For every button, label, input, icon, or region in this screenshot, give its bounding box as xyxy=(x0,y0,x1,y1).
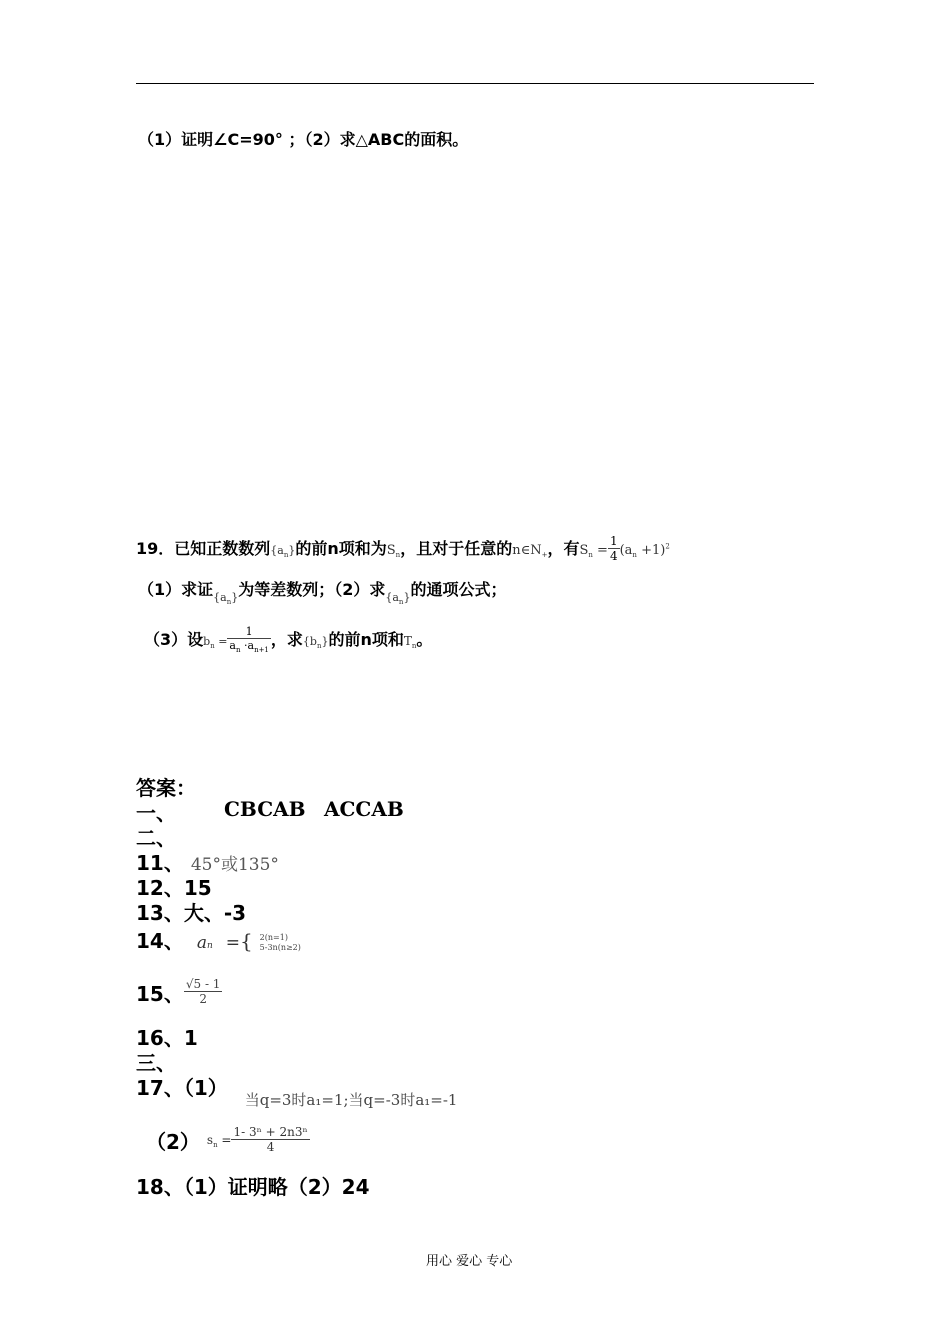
q19-part1c: 的通项公式； xyxy=(410,580,507,599)
answer-14 xyxy=(136,925,301,954)
q19-text1: 的前n项和为 xyxy=(295,538,387,558)
S-symbol: $S_n$ xyxy=(386,542,401,559)
answer-1-group-b: ACCAB xyxy=(324,797,404,821)
answer-1-group-a: CBCAB xyxy=(224,797,306,821)
answer-14-eq: = xyxy=(225,933,240,953)
answer-15 xyxy=(136,978,222,1007)
b-fraction: $\frac{1}{a_n \cdot a_{n+1}}$ xyxy=(229,625,269,655)
answer-17-part2-label: （2） xyxy=(146,1130,200,1154)
left-brace: { xyxy=(239,929,253,953)
answer-17-part2 xyxy=(146,1126,310,1155)
answer-17-expression: 当q=3时a₁=1;当q=-3时a₁=-1 xyxy=(244,1091,458,1109)
case-1: 2(n=1) xyxy=(259,932,288,942)
answer-17 xyxy=(136,1072,458,1109)
answer-11-label: 11、 xyxy=(136,851,184,875)
answer-17-label: 17、（1） xyxy=(136,1076,228,1100)
n-in-N: $n\in N_+$ xyxy=(512,542,548,559)
answer-14-label: 14、 xyxy=(136,929,184,953)
q19-part3c: 的前n项和 xyxy=(328,629,404,649)
page-footer: 用心 爱心 专心 xyxy=(426,1254,513,1269)
seq-a-symbol: $\{a_n\}$ xyxy=(270,543,296,559)
seq-b-symbol: $\{b_n\}$ xyxy=(302,634,329,650)
seq-a-symbol-2: {an} xyxy=(213,591,239,606)
answer-16: 16、1 xyxy=(136,1026,198,1050)
q19-part1b: 为等差数列；（2）求 xyxy=(238,580,386,599)
answer-1-label: 一、 xyxy=(136,801,176,825)
T-symbol: $T_n$ xyxy=(403,633,417,650)
answer-15-fraction: $\frac{√5 - 1}{2}$ xyxy=(185,977,221,1007)
answer-11-value: 45°或135° xyxy=(190,855,279,875)
paren-expression: $(a_n +1)^2$ xyxy=(619,542,670,559)
q19-text2: ，且对于任意的 xyxy=(400,538,513,558)
answers-title: 答案： xyxy=(136,776,196,800)
b-symbol: $b_n$ = xyxy=(203,634,228,650)
q19-text3: ，有 xyxy=(547,538,580,558)
answer-line-3: 三、 xyxy=(136,1051,176,1075)
one-quarter-fraction: $\frac{1}{4}$ xyxy=(609,534,618,564)
q19-line3 xyxy=(144,626,432,654)
q19-line1 xyxy=(136,535,670,564)
answer-18: 18、（1）证明略（2）24 xyxy=(136,1175,370,1199)
q18-parts: （1）证明∠C=90° ；（2）求△ABC的面积。 xyxy=(138,130,469,149)
s-n-symbol: $s_n$ = xyxy=(206,1132,232,1149)
a-n-symbol: an xyxy=(196,933,213,953)
seq-a-symbol-3: {an} xyxy=(385,591,411,606)
header-rule xyxy=(136,83,814,84)
q19-part3d: 。 xyxy=(416,629,433,649)
q19-line2 xyxy=(138,577,506,606)
q19-part3b: ，求 xyxy=(270,629,303,649)
piecewise-cases xyxy=(260,933,301,953)
answer-15-label: 15、 xyxy=(136,982,184,1006)
q19-part3: （3）设 xyxy=(144,629,204,649)
q19-lead: 19．已知正数数列 xyxy=(136,538,271,558)
answer-17-fraction: $\frac{\text{1- 3ⁿ + 2n3ⁿ}}{4}$ xyxy=(233,1125,308,1155)
q19-part1: （1）求证 xyxy=(138,580,214,599)
case-2: 5-3n(n≥2) xyxy=(259,942,301,952)
answer-line-2: 二、 xyxy=(136,826,176,850)
answer-13: 13、大、-3 xyxy=(136,901,247,925)
sum-formula: $S_n$ = xyxy=(579,542,608,559)
answer-12: 12、15 xyxy=(136,876,212,900)
